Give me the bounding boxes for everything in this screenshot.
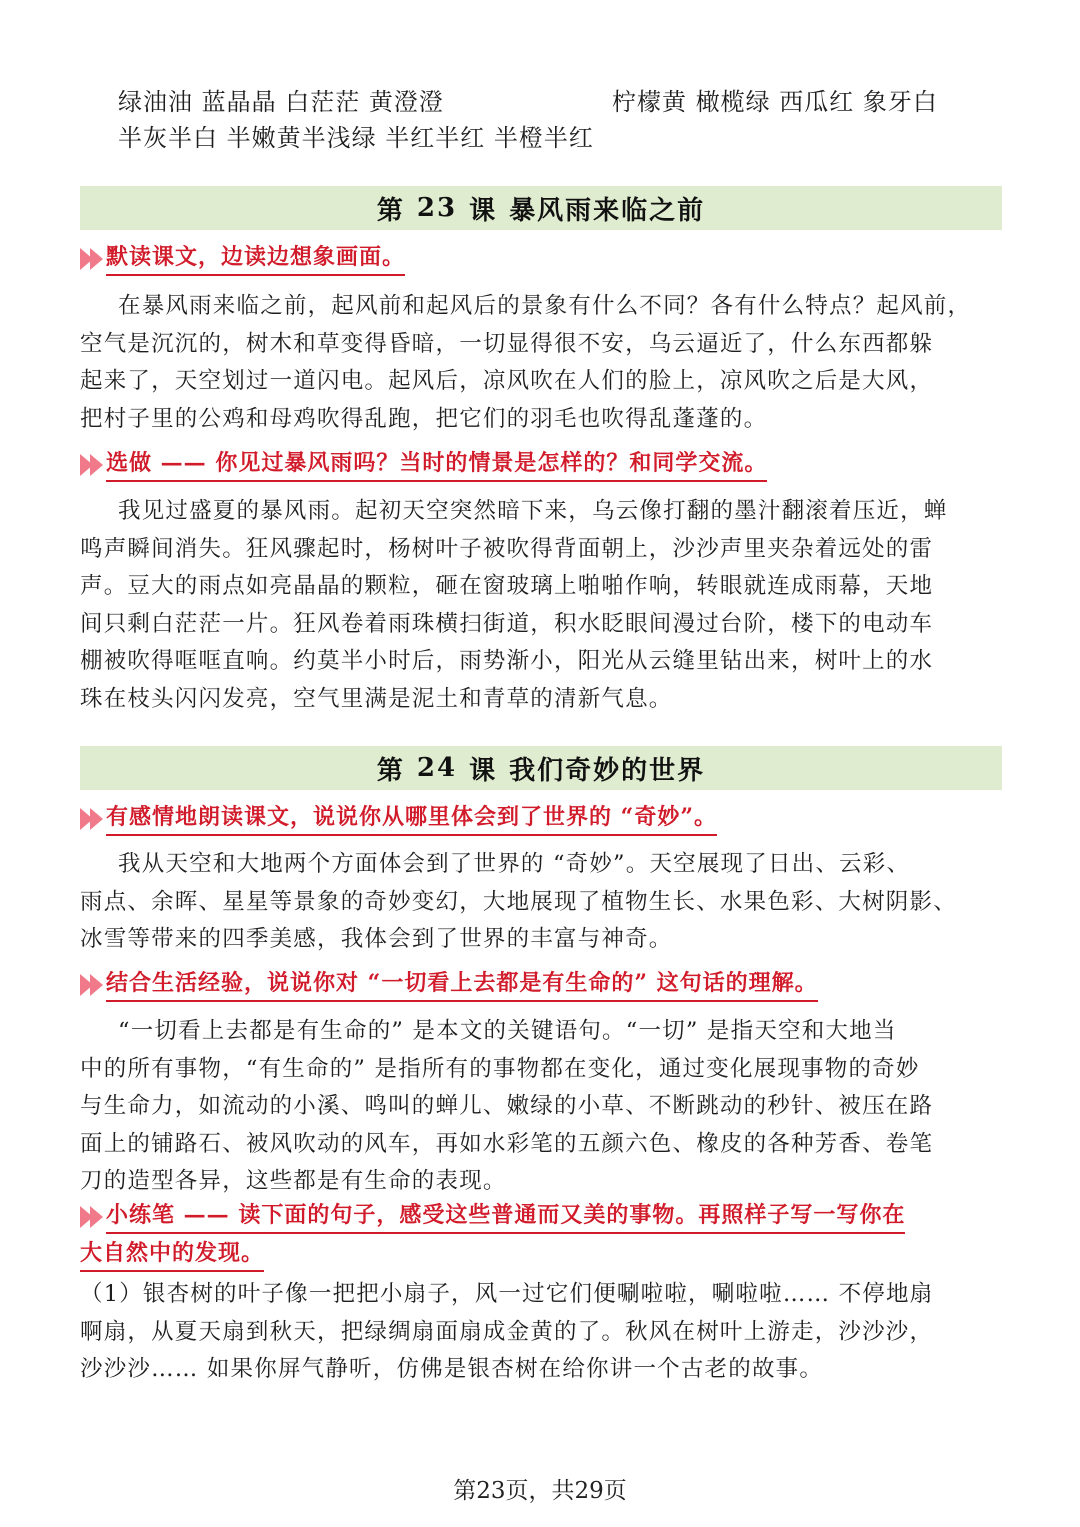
answer-line: 声。豆大的雨点如亮晶晶的颗粒，砸在窗玻璃上啪啪作响，转眼就连成雨幕，天地 xyxy=(80,573,934,599)
lesson-suffix: 课 xyxy=(469,755,498,786)
answer-line: 冰雪等带来的四季美感，我体会到了世界的丰富与神奇。 xyxy=(80,926,673,952)
lesson-23-question-2 xyxy=(80,448,767,482)
lesson-23-answer-2 xyxy=(80,493,1002,718)
lesson-23-question-1 xyxy=(80,242,405,276)
lesson-23-title-banner xyxy=(80,186,1002,230)
answer-line: 刀的造型各异，这些都是有生命的表现。 xyxy=(80,1168,507,1194)
lesson-24-question-1 xyxy=(80,802,717,836)
answer-line: 鸣声瞬间消失。狂风骤起时，杨树叶子被吹得背面朝上，沙沙声里夹杂着远处的雷 xyxy=(80,535,934,562)
page-number-footer: 第23页，共29页 xyxy=(453,1478,627,1504)
answer-line: 我见过盛夏的暴风雨。起初天空突然暗下来，乌云像打翻的墨汁翻滚着压近，蝉 xyxy=(118,498,948,524)
question-text: 小练笔 —— 读下面的句子，感受这些普通而又美的事物。再照样子写一写你在 xyxy=(106,1200,905,1234)
double-arrow-icon xyxy=(80,454,106,476)
double-arrow-icon xyxy=(80,808,106,830)
lesson-suffix: 课 xyxy=(469,195,498,226)
answer-line: 中的所有事物，“有生命的” 是指所有的事物都在变化，通过变化展现事物的奇妙 xyxy=(80,1055,920,1082)
double-arrow-icon xyxy=(80,974,106,996)
word-list-line-1-right: 柠檬黄 橄榄绿 西瓜红 象牙白 xyxy=(612,88,938,116)
word-list-line-1-left: 绿油油 蓝晶晶 白茫茫 黄澄澄 xyxy=(118,88,444,116)
lesson-24-answer-2 xyxy=(80,1013,1002,1201)
lesson-24-question-3-cont xyxy=(80,1238,264,1272)
question-text: 有感情地朗读课文，说说你从哪里体会到了世界的 “奇妙”。 xyxy=(106,802,717,836)
lesson-number: 24 xyxy=(416,753,458,783)
double-arrow-icon xyxy=(80,1206,106,1228)
question-text: 大自然中的发现。 xyxy=(80,1238,264,1272)
lesson-24-question-3 xyxy=(80,1200,905,1234)
answer-line: 空气是沉沉的，树木和草变得昏暗，一切显得很不安，乌云逼近了，什么东西都躲 xyxy=(80,330,934,357)
answer-line: 雨点、余晖、星星等景象的奇妙变幻，大地展现了植物生长、水果色彩、大树阴影、 xyxy=(80,888,957,915)
answer-line: 我从天空和大地两个方面体会到了世界的 “奇妙”。天空展现了日出、云彩、 xyxy=(118,851,911,877)
answer-line: 在暴风雨来临之前，起风前和起风后的景象有什么不同？各有什么特点？起风前， xyxy=(118,293,972,319)
answer-line: 棚被吹得哐哐直响。约莫半小时后，雨势渐小，阳光从云缝里钻出来，树叶上的水 xyxy=(80,648,934,674)
answer-line: 与生命力，如流动的小溪、鸣叫的蝉儿、嫩绿的小草、不断跳动的秒针、被压在路 xyxy=(80,1093,934,1119)
question-text: 选做 —— 你见过暴风雨吗？当时的情景是怎样的？和同学交流。 xyxy=(106,448,767,482)
lesson-name: 暴风雨来临之前 xyxy=(509,195,706,226)
word-list-line-2: 半灰半白 半嫩黄半浅绿 半红半红 半橙半红 xyxy=(118,124,594,152)
lesson-24-question-2 xyxy=(80,968,818,1002)
answer-line: 把村子里的公鸡和母鸡吹得乱跑，把它们的羽毛也吹得乱蓬蓬的。 xyxy=(80,405,768,432)
question-text: 默读课文，边读边想象画面。 xyxy=(106,242,405,276)
answer-line: 面上的铺路石、被风吹动的风车，再如水彩笔的五颜六色、橡皮的各种芳香、卷笔 xyxy=(80,1130,934,1157)
lesson-number: 23 xyxy=(416,193,458,223)
answer-line: “一切看上去都是有生命的” 是本文的关键语句。“一切” 是指天空和大地当 xyxy=(118,1018,897,1044)
lesson-23-answer-1 xyxy=(80,288,1002,438)
lesson-24-answer-1 xyxy=(80,846,1002,959)
answer-line: 啊扇，从夏天扇到秋天，把绿绸扇面扇成金黄的了。秋风在树叶上游走，沙沙沙， xyxy=(80,1318,934,1345)
answer-line: 起来了，天空划过一道闪电。起风后，凉风吹在人们的脸上，凉风吹之后是大风， xyxy=(80,368,934,394)
question-text: 结合生活经验，说说你对 “一切看上去都是有生命的” 这句话的理解。 xyxy=(106,968,818,1002)
answer-line: 间只剩白茫茫一片。狂风卷着雨珠横扫街道，积水眨眼间漫过台阶，楼下的电动车 xyxy=(80,610,934,637)
double-arrow-icon xyxy=(80,248,106,270)
answer-line: （1）银杏树的叶子像一把把小扇子，风一过它们便唰啦啦，唰啦啦…… 不停地扇 xyxy=(80,1281,934,1307)
answer-line: 沙沙沙…… 如果你屏气静听，仿佛是银杏树在给你讲一个古老的故事。 xyxy=(80,1356,824,1382)
lesson-24-title-banner xyxy=(80,746,1002,790)
answer-line: 珠在枝头闪闪发亮，空气里满是泥土和青草的清新气息。 xyxy=(80,685,673,712)
lesson-prefix: 第 xyxy=(376,755,405,786)
lesson-prefix: 第 xyxy=(376,195,405,226)
lesson-24-answer-3 xyxy=(80,1276,1002,1389)
lesson-name: 我们奇妙的世界 xyxy=(509,755,706,786)
